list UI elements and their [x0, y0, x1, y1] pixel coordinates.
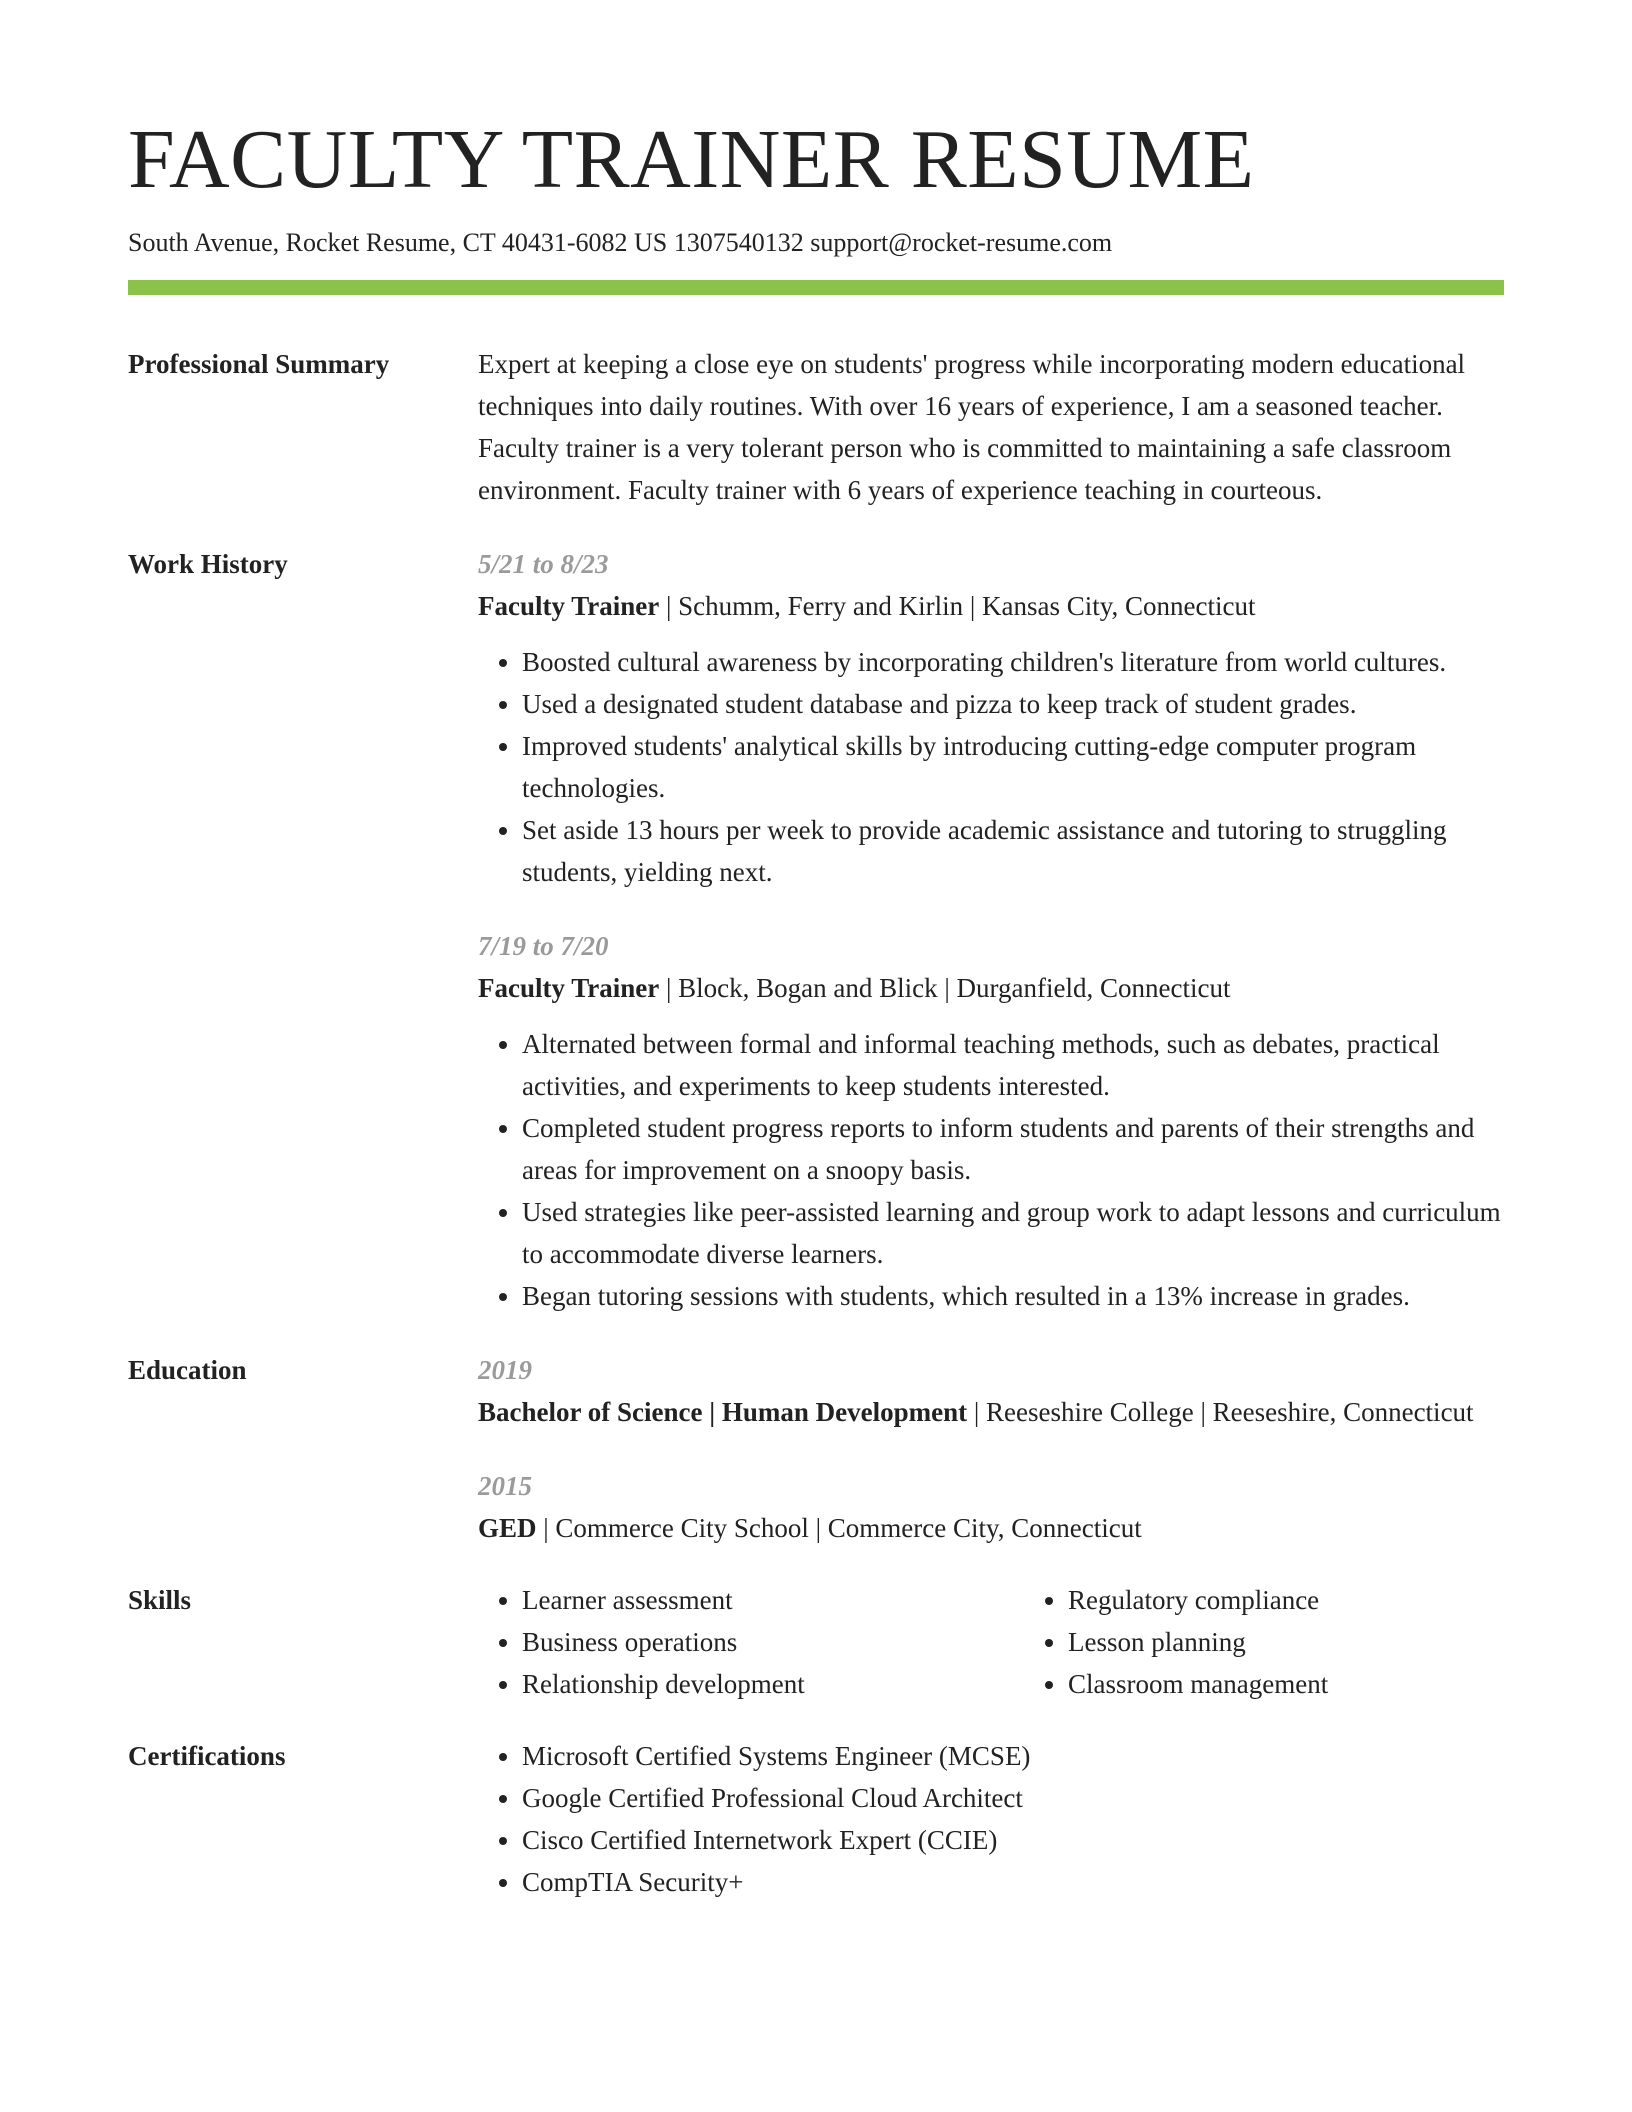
job-bullet: • Improved students' analytical skills by introducing cutting-edge computer program technologies.	[522, 725, 1504, 809]
section-label-skills: Skills	[128, 1584, 192, 1615]
work-history-section	[128, 543, 1504, 1317]
skills-column-left	[478, 1579, 1024, 1705]
section-label-education: Education	[128, 1354, 247, 1385]
education-entry	[478, 1349, 1504, 1433]
job-bullet: • Used strategies like peer-assisted learning and group work to adapt lessons and curriculum to accommodate diverse learners.	[522, 1191, 1504, 1275]
certifications-section	[128, 1735, 1504, 1903]
job-title-line	[478, 967, 1504, 1009]
job-bullet: • Boosted cultural awareness by incorporating children's literature from world cultures.	[522, 641, 1504, 683]
skill-item: • Business operations	[522, 1621, 1024, 1663]
job-employer-location: | Schumm, Ferry and Kirlin | Kansas City, Connecticut	[659, 590, 1256, 621]
section-label-summary: Professional Summary	[128, 348, 390, 379]
education-section	[128, 1349, 1504, 1549]
job-entry	[478, 543, 1504, 893]
skill-item: • Learner assessment	[522, 1579, 1024, 1621]
job-role: Faculty Trainer	[478, 590, 660, 621]
job-title-line	[478, 585, 1504, 627]
summary-text: Expert at keeping a close eye on students' progress while incorporating modern educational techniques into daily routines. With over 16 years of experience, I am a seasoned teacher. Faculty trainer is a very tolerant person who is committed to maintaining a safe classroom environment. Faculty trainer with 6 years of experience teaching in courteous.	[478, 348, 1466, 505]
header-divider	[128, 280, 1504, 295]
education-year: 2019	[478, 1354, 532, 1385]
summary-section	[128, 343, 1504, 511]
education-line	[478, 1507, 1504, 1549]
certification-item: • Cisco Certified Internetwork Expert (CCIE)	[522, 1819, 1504, 1861]
skill-item: • Relationship development	[522, 1663, 1024, 1705]
certification-item: • Google Certified Professional Cloud Architect	[522, 1777, 1504, 1819]
education-line	[478, 1391, 1504, 1433]
job-role: Faculty Trainer	[478, 972, 660, 1003]
skill-item: • Lesson planning	[1068, 1621, 1570, 1663]
section-label-work: Work History	[128, 548, 288, 579]
skill-item: • Classroom management	[1068, 1663, 1570, 1705]
job-bullet: • Began tutoring sessions with students, which resulted in a 13% increase in grades.	[522, 1275, 1504, 1317]
certification-item: • Microsoft Certified Systems Engineer (MCSE)	[522, 1735, 1504, 1777]
job-bullets	[478, 1023, 1504, 1317]
school-location: | Reeseshire College | Reeseshire, Connecticut	[967, 1396, 1474, 1427]
certifications-list	[478, 1735, 1504, 1903]
section-label-certifications: Certifications	[128, 1740, 286, 1771]
job-dates: 5/21 to 8/23	[478, 548, 609, 579]
job-bullet: • Completed student progress reports to inform students and parents of their strengths and areas for improvement on a snoopy basis.	[522, 1107, 1504, 1191]
certification-item: • CompTIA Security+	[522, 1861, 1504, 1903]
skill-item: • Regulatory compliance	[1068, 1579, 1570, 1621]
job-bullet: • Set aside 13 hours per week to provide academic assistance and tutoring to struggling students, yielding next.	[522, 809, 1504, 893]
education-entry	[478, 1465, 1504, 1549]
skills-body	[478, 1579, 1570, 1705]
job-bullets	[478, 641, 1504, 893]
skills-grid	[478, 1579, 1570, 1705]
school-location: | Commerce City School | Commerce City, Connecticut	[536, 1512, 1142, 1543]
skills-section	[128, 1579, 1504, 1705]
page-title: FACULTY TRAINER RESUME	[128, 113, 1255, 206]
job-employer-location: | Block, Bogan and Blick | Durganfield, Connecticut	[659, 972, 1231, 1003]
job-dates: 7/19 to 7/20	[478, 930, 609, 961]
job-entry	[478, 925, 1504, 1317]
job-bullet: • Used a designated student database and pizza to keep track of student grades.	[522, 683, 1504, 725]
education-list	[478, 1349, 1504, 1549]
contact-line: South Avenue, Rocket Resume, CT 40431-6082 US 1307540132 support@rocket-resume.com	[128, 228, 1113, 257]
education-year: 2015	[478, 1470, 532, 1501]
certifications-body	[478, 1735, 1504, 1903]
degree-name: GED	[478, 1512, 537, 1543]
degree-name: Bachelor of Science | Human Development	[478, 1396, 968, 1427]
skills-column-right	[1024, 1579, 1570, 1705]
work-history-list	[478, 543, 1504, 1317]
job-bullet: • Alternated between formal and informal teaching methods, such as debates, practical activities, and experiments to keep students interested.	[522, 1023, 1504, 1107]
